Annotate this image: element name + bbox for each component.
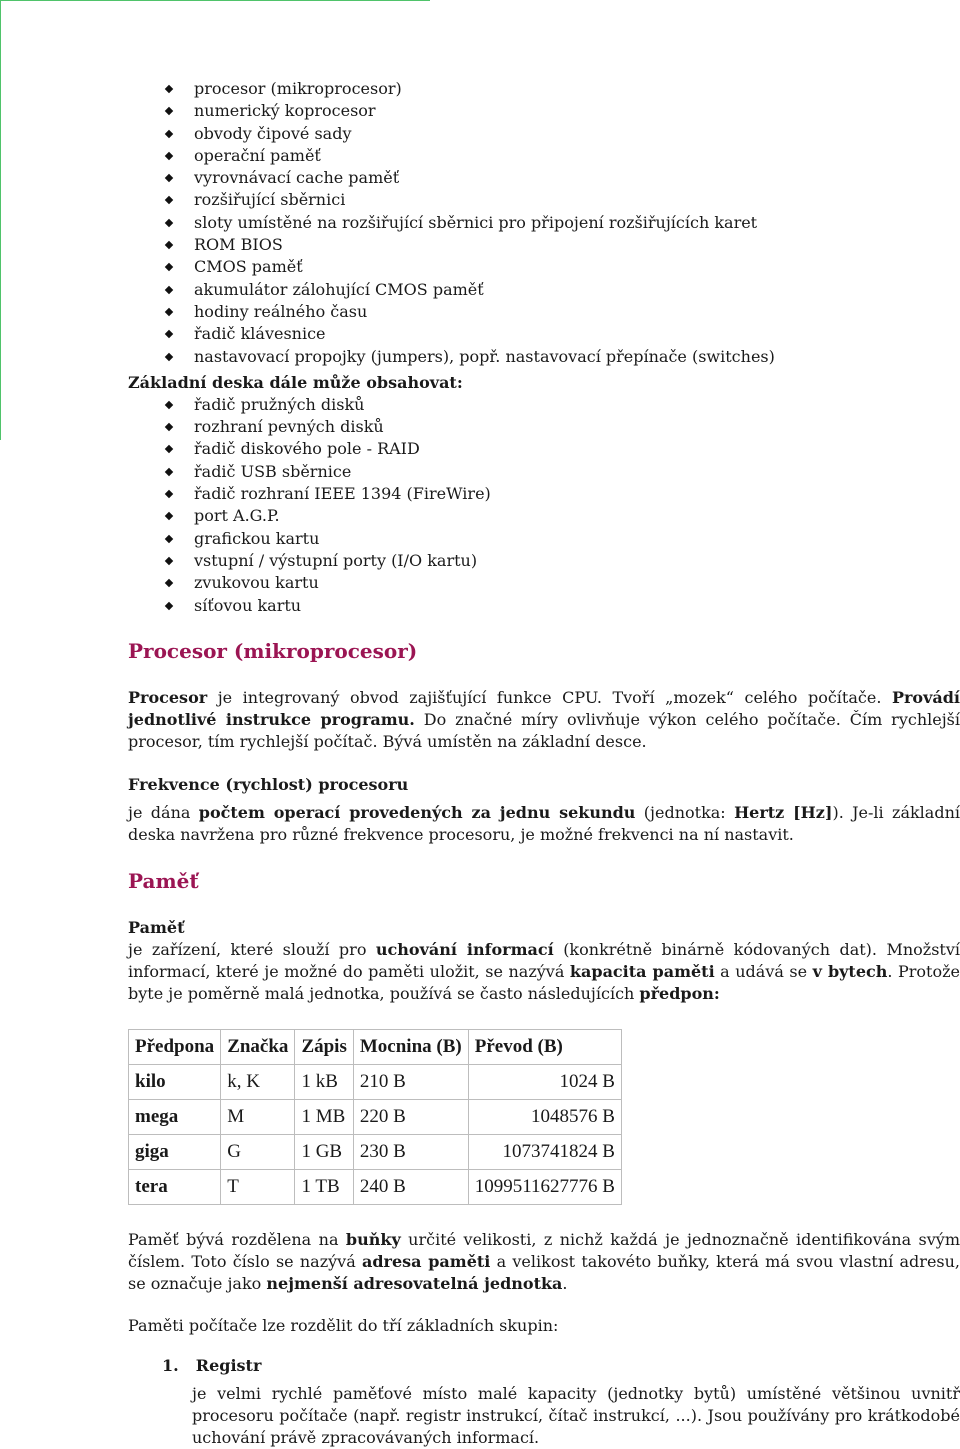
bold-text: adresa paměti (362, 1251, 491, 1271)
text: . Protože byte je poměrně malá jednotka, používá se často následujících (128, 961, 960, 1003)
table-cell: 220 B (353, 1099, 468, 1134)
list-item: vstupní / výstupní porty (I/O kartu) (164, 550, 960, 572)
text: ). Je-li základní deska navržena pro různé frekvence procesoru, je možné frekvenci na ní nastavit. (128, 802, 960, 844)
table-cell: M (221, 1099, 295, 1134)
list-item: CMOS paměť (164, 256, 960, 278)
list-item: grafickou kartu (164, 528, 960, 550)
table-row (129, 1099, 622, 1134)
table-header-cell: Značka (221, 1029, 295, 1064)
prefix-table (128, 1029, 622, 1205)
table-header-cell: Převod (B) (468, 1029, 621, 1064)
list-item: obvody čipové sady (164, 123, 960, 145)
text: a udává se (714, 961, 813, 981)
table-cell: G (221, 1134, 295, 1169)
memory-cells-paragraph (128, 1229, 960, 1295)
bold-text: Procesor (128, 687, 208, 707)
text: (konkrétně binárně kódovaných dat). Množství informací, které je možné do paměti uložit, se nazývá (128, 939, 960, 981)
list-item: procesor (mikroprocesor) (164, 78, 960, 100)
section-heading-procesor: Procesor (mikroprocesor) (128, 638, 418, 663)
table-cell: 1 MB (295, 1099, 353, 1134)
text: (jednotka: (635, 802, 735, 822)
page-edge-top (0, 0, 430, 1)
list-item: hodiny reálného času (164, 301, 960, 323)
table-cell: 240 B (353, 1169, 468, 1204)
pamet-paragraph (128, 939, 960, 1005)
page-edge-left (0, 0, 1, 440)
list-item: operační paměť (164, 145, 960, 167)
bold-text: v bytech (812, 961, 888, 981)
text: Do značné míry ovlivňuje výkon celého počítače. Čím rychlejší procesor, tím rychlejší počítač. Bývá umístěn na základní desce. (128, 709, 960, 751)
text: Paměť bývá rozdělena na (128, 1229, 346, 1249)
bold-text: Provádí jednotlivé instrukce programu. (128, 687, 960, 729)
document-page (128, 78, 960, 1449)
numbered-item-title (162, 1355, 960, 1377)
text: je integrovaný obvod zajišťující funkce CPU. Tvoří „mozek“ celého počítače. (207, 687, 892, 707)
table-cell: T (221, 1169, 295, 1204)
bold-text: kapacita paměti (569, 961, 715, 981)
list-item: řadič pružných disků (164, 394, 960, 416)
table-cell: k, K (221, 1064, 295, 1099)
table-cell: 1 TB (295, 1169, 353, 1204)
list-item: řadič diskového pole - RAID (164, 438, 960, 460)
table-cell: 210 B (353, 1064, 468, 1099)
pamet-subheading: Paměť (128, 917, 185, 937)
table-cell: 1024 B (468, 1064, 621, 1099)
list-item: rozhraní pevných disků (164, 416, 960, 438)
numbered-item-registr (128, 1355, 960, 1449)
table-cell: 1099511627776 B (468, 1169, 621, 1204)
list-item: port A.G.P. (164, 505, 960, 527)
table-cell: 1073741824 B (468, 1134, 621, 1169)
list-item: ROM BIOS (164, 234, 960, 256)
memory-groups-paragraph: Paměti počítače lze rozdělit do tří základních skupin: (128, 1315, 559, 1335)
item-title: Registr (195, 1355, 262, 1375)
table-cell: 230 B (353, 1134, 468, 1169)
table-cell: kilo (129, 1064, 221, 1099)
table-header-cell: Zápis (295, 1029, 353, 1064)
list-item: řadič klávesnice (164, 323, 960, 345)
item-number: 1. (162, 1355, 179, 1375)
text: . (562, 1273, 568, 1293)
list-item: řadič USB sběrnice (164, 461, 960, 483)
table-row (129, 1134, 622, 1169)
table-header-cell: Mocnina (B) (353, 1029, 468, 1064)
list-item: síťovou kartu (164, 595, 960, 617)
list-item: vyrovnávací cache paměť (164, 167, 960, 189)
components-list (128, 78, 960, 368)
bold-text: Hertz [Hz] (734, 802, 833, 822)
bold-text: počtem operací provedených za jednu sekundu (198, 802, 636, 822)
table-cell: mega (129, 1099, 221, 1134)
table-cell: 1048576 B (468, 1099, 621, 1134)
table-row (129, 1064, 622, 1099)
table-cell: tera (129, 1169, 221, 1204)
text: určité velikosti, z nichž každá je jednoznačně identifikována svým číslem. Toto číslo se nazývá (128, 1229, 960, 1271)
list-item: zvukovou kartu (164, 572, 960, 594)
list-item: sloty umístěné na rozšiřující sběrnici pro připojení rozšiřujících karet (164, 212, 960, 234)
table-header-cell: Předpona (129, 1029, 221, 1064)
bold-text: předpon: (639, 983, 720, 1003)
table-cell: 1 GB (295, 1134, 353, 1169)
bold-text: nejmenší adresovatelná jednotka (266, 1273, 563, 1293)
table-cell: giga (129, 1134, 221, 1169)
list-item: řadič rozhraní IEEE 1394 (FireWire) (164, 483, 960, 505)
list-item: rozšiřující sběrnici (164, 189, 960, 211)
frequency-paragraph (128, 802, 960, 846)
bold-text: uchování informací (375, 939, 554, 959)
list-item: akumulátor zálohující CMOS paměť (164, 279, 960, 301)
text: je dána (128, 802, 199, 822)
table-row (129, 1169, 622, 1204)
section-heading-pamet: Paměť (128, 868, 199, 893)
optional-components-heading: Základní deska dále může obsahovat: (128, 372, 463, 392)
frequency-heading: Frekvence (rychlost) procesoru (128, 774, 409, 794)
list-item: numerický koprocesor (164, 100, 960, 122)
list-item: nastavovací propojky (jumpers), popř. nastavovací přepínače (switches) (164, 346, 960, 368)
item-description: je velmi rychlé paměťové místo malé kapacity (jednotky bytů) umístěné většinou uvnitř procesoru počítače (např. registr instrukcí, čítač instrukcí, ...). Jsou používány pro krátkodobé uchování právě zpracovávaných informací. (192, 1383, 960, 1447)
procesor-paragraph (128, 687, 960, 753)
table-cell: 1 kB (295, 1064, 353, 1099)
optional-components-list (128, 394, 960, 617)
text: je zařízení, které slouží pro (128, 939, 376, 959)
table-header-row (129, 1029, 622, 1064)
text: a velikost takovéto buňky, která má svou vlastní adresu, se označuje jako (128, 1251, 960, 1293)
bold-text: buňky (345, 1229, 401, 1249)
